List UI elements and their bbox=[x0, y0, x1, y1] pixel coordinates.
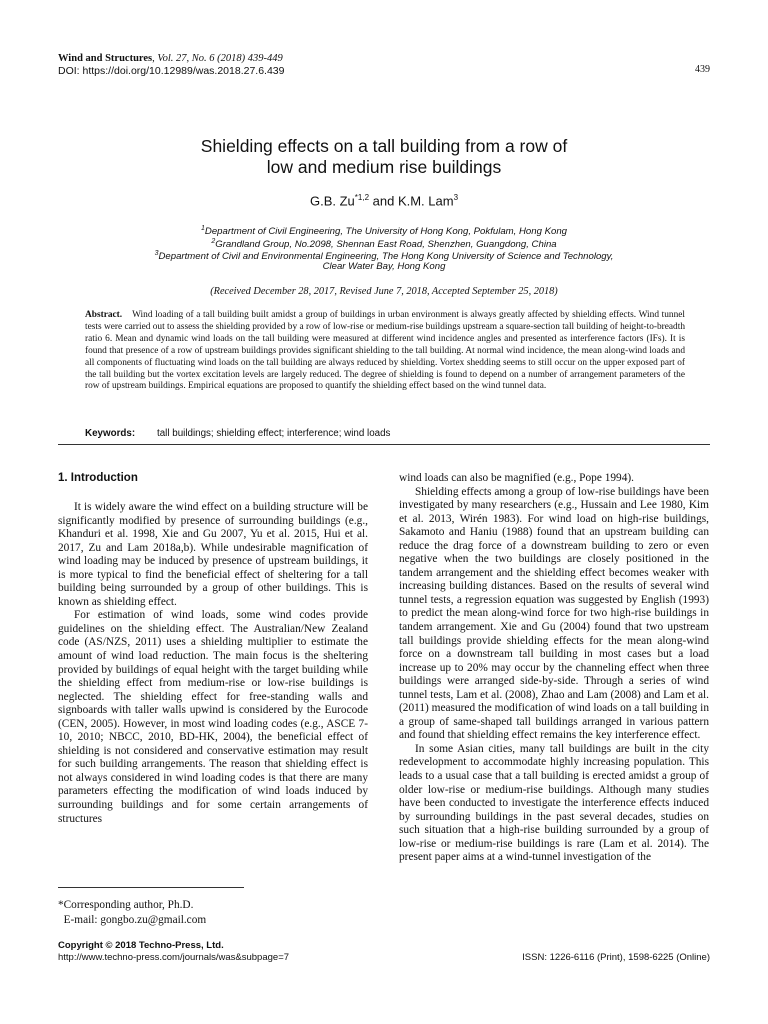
affiliation-2-text: Grandland Group, No.2098, Shennan East Road, Shenzhen, Guangdong, China bbox=[215, 238, 557, 250]
body-paragraph: For estimation of wind loads, some wind codes provide guidelines on the shielding effect. The Australian/New Zealand code (AS/NZS, 2011) uses a shielding multiplier to estimate the amount of wind load reduction. The main focus is the sheltering provided by buildings of equal height with the target building while the shielding effect from medium-rise or low-rise buildings is neglected. The shielding effect for free-standing walls and signboards with taller walls upwind is considered by the Eurocode (CEN, 2005). However, in most wind loading codes (e.g., ASCE 7-10, 2010; NBCC, 2010, BD-HK, 2004), the beneficial effect of shielding is not considered and conservative estimation may result for such building arrangements. The reason that shielding effect is not always considered in wind loading codes is that there are many parameters effecting the modification of wind loads induced by surrounding buildings and for some certain arrangements of structures bbox=[58, 609, 368, 825]
title-line-1: Shielding effects on a tall building from a row of bbox=[200, 136, 568, 156]
issn: ISSN: 1226-6116 (Print), 1598-6225 (Online) bbox=[522, 952, 710, 963]
journal-name: Wind and Structures bbox=[58, 53, 153, 64]
footnote-divider bbox=[58, 887, 244, 888]
keywords-text: tall buildings; shielding effect; interference; wind loads bbox=[157, 428, 391, 439]
received-dates: (Received December 28, 2017, Revised June 7, 2018, Accepted September 25, 2018) bbox=[210, 286, 558, 297]
paper-title bbox=[0, 136, 768, 178]
corresponding-author-footnote bbox=[58, 898, 206, 928]
author-2-affiliation-mark: 3 bbox=[453, 193, 459, 202]
affiliation-1-text: Department of Civil Engineering, The University of Hong Kong, Pokfulam, Hong Kong bbox=[204, 226, 567, 238]
affiliation-1-mark: 1 bbox=[201, 225, 205, 232]
affiliation-3-mark: 3 bbox=[154, 250, 159, 258]
affiliation-2-mark: 2 bbox=[211, 237, 216, 245]
body-paragraph: In some Asian cities, many tall buildings are built in the city redevelopment to accommodate highly increasing population. This leads to a usual case that a tall building is erected amidst a group of older low-rise or medium-rise buildings. Although many studies have been conducted to investigate the interference effects induced by surrounding buildings in the past several decades, studies on such situation that a high-rise building surrounded by a group of low-rise or medium-rise buildings is rare (Lam et al. 2014). The present paper aims at a wind-tunnel investigation of the bbox=[399, 742, 709, 864]
keywords bbox=[85, 428, 390, 439]
section-heading-introduction: 1. Introduction bbox=[58, 472, 138, 484]
author-1: G.B. Zu bbox=[309, 193, 355, 209]
body-paragraph: Shielding effects among a group of low-rise buildings have been investigated by many researchers (e.g., Hussain and Lee 1980, Kim et al. 2013, Wirén 1983). For wind load on high-rise buildings, Sakamoto and Haniu (1988) found that an upstream building can reduce the drag force of a downstream building to zero or even negative when the two buildings are closely positioned in the tandem arrangement and the shielding effect becomes weaker with increasing building distances. Based on the results of several wind tunnel tests, a regression equation was suggested by English (1993) to predict the mean along-wind force for two high-rise buildings in tandem arrangement. Xie and Gu (2004) found that two upstream tall buildings provide shielding effects for the mean along-wind force on a downstream tall building in most cases but a load increase up to 20% may occur by the channeling effect when three buildings were arranged side-by-side. Through a series of wind tunnel tests, Lam et al. (2008), Zhao and Lam (2008) and Lam et al. (2011) measured the modification of wind loads on a tall building in a group of same-shaped tall buildings arranged in various pattern and found that shielding effect remains the key interference effect. bbox=[399, 485, 709, 742]
keywords-label: Keywords: bbox=[85, 428, 136, 439]
author-2: K.M. Lam bbox=[397, 193, 454, 209]
page-number: 439 bbox=[695, 64, 710, 75]
body-column-left bbox=[58, 501, 368, 826]
journal-citation-header: Wind and Structures, Vol. 27, No. 6 (2018) 439-449 bbox=[58, 53, 283, 64]
footnote-line-author: *Corresponding author, Ph.D. bbox=[58, 899, 194, 911]
abstract-text: Wind loading of a tall building built amidst a group of buildings in urban environment is always greatly affected by shielding effects. Wind tunnel tests were carried out to assess the shielding provided by a row of low-rise or medium-rise buildings upstream a square-section tall building of height-to-breadth ratio 6. Mean and dynamic wind loads on the tall building were measured at different wind incidence angles and presented as interference factors (IFs). It is found that presence of a row of upstream buildings provides significant shielding to the tall building. At normal wind incidence, the mean along-wind loads and all components of fluctuating wind loads on the tall building are always reduced by shielding. Vortex shedding seems to still occur on the upper exposed part of the tall building but the vortex excitation levels are largely reduced. The degree of shielding is found to depend on a number of arrangement parameters of the row of upstream buildings. Empirical equations are proposed to quantify the shielding effect based on the wind tunnel data. bbox=[85, 310, 685, 392]
keywords-divider bbox=[58, 444, 710, 445]
author-list bbox=[0, 193, 768, 208]
doi-link[interactable]: DOI: https://doi.org/10.12989/was.2018.27.6.439 bbox=[58, 65, 285, 77]
copyright-notice: Copyright © 2018 Techno-Press, Ltd. bbox=[58, 940, 224, 951]
affiliation-3-continued bbox=[0, 261, 768, 274]
body-paragraph: wind loads can also be magnified (e.g., Pope 1994). bbox=[399, 472, 635, 484]
abstract bbox=[85, 310, 685, 393]
abstract-label: Abstract. bbox=[85, 310, 123, 320]
affiliation-3-text-continued: Clear Water Bay, Hong Kong bbox=[322, 260, 446, 272]
title-line-2: low and medium rise buildings bbox=[266, 157, 502, 177]
affiliation-3-text: Department of Civil and Environmental Engineering, The Hong Kong University of Science and Technology, bbox=[158, 251, 614, 263]
author-1-affiliation-mark: *1,2 bbox=[354, 193, 370, 202]
body-column-right bbox=[399, 472, 709, 865]
footnote-line-email: E-mail: gongbo.zu@gmail.com bbox=[58, 914, 207, 926]
author-conjunction: and bbox=[369, 193, 398, 209]
publisher-url-link[interactable]: http://www.techno-press.com/journals/was&subpage=7 bbox=[58, 952, 290, 963]
body-paragraph: It is widely aware the wind effect on a building structure will be significantly modified by presence of surrounding buildings (e.g., Khanduri et al. 1998, Xie and Gu 2007, Yu et al. 2015, Hui et al. 2017, Zu and Lam 2018a,b). While undesirable magnification of wind loading may be induced by presence of upstream buildings, it is more typical to find the beneficial effect of sheltering for a tall building being surrounded by a group of other buildings. This is known as shielding effect. bbox=[58, 501, 368, 608]
journal-volume-issue: Vol. 27, No. 6 (2018) 439-449 bbox=[157, 53, 283, 64]
